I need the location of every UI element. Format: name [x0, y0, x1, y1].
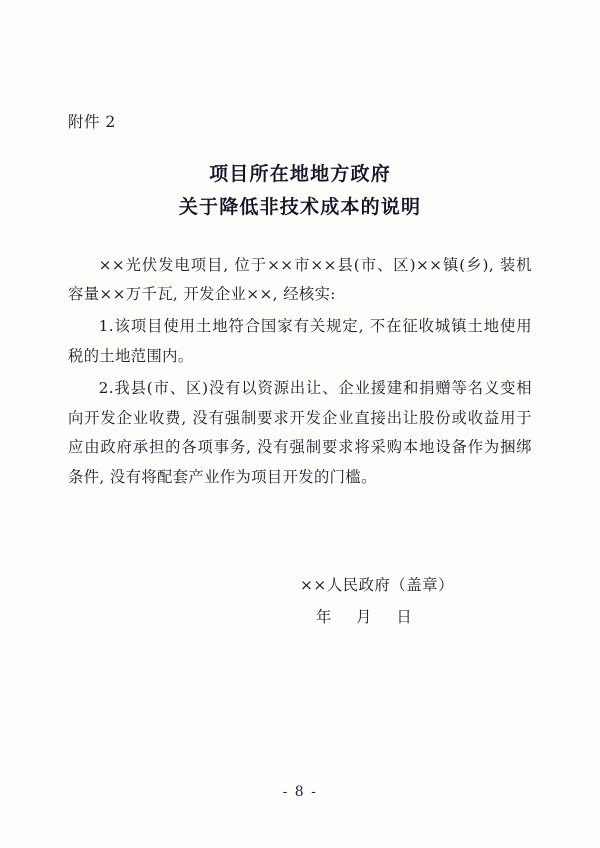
document-content: [68, 110, 532, 633]
signature-block: [68, 569, 532, 633]
paragraph-item-1: 1.该项目使用土地符合国家有关规定, 不在征收城镇土地使用税的土地范围内。: [68, 317, 532, 365]
document-title-line-2: 关于降低非技术成本的说明: [178, 196, 422, 219]
page-number: - 8 -: [282, 784, 318, 800]
paragraph-item-2: 2.我县(市、区)没有以资源出让、企业援建和捐赠等名义变相向开发企业收费, 没有强制要求开发企业直接出让股份或收益用于应由政府承担的各项事务, 没有强制要求将采购本地设备作为捆绑条件, 没有将配套产业作为项目开发的门槛。: [68, 378, 532, 487]
document-title-line-1: 项目所在地地方政府: [209, 163, 391, 185]
attachment-label: 附件 2: [68, 113, 116, 131]
paragraph-intro: ××光伏发电项目, 位于××市××县(市、区)××镇(乡), 装机容量××万千瓦, 开发企业××, 经核实:: [68, 255, 532, 304]
signature-date: 年 月 日: [316, 608, 422, 627]
document-title: [68, 158, 532, 225]
signature-organization: ××人民政府（盖章）: [300, 576, 455, 595]
